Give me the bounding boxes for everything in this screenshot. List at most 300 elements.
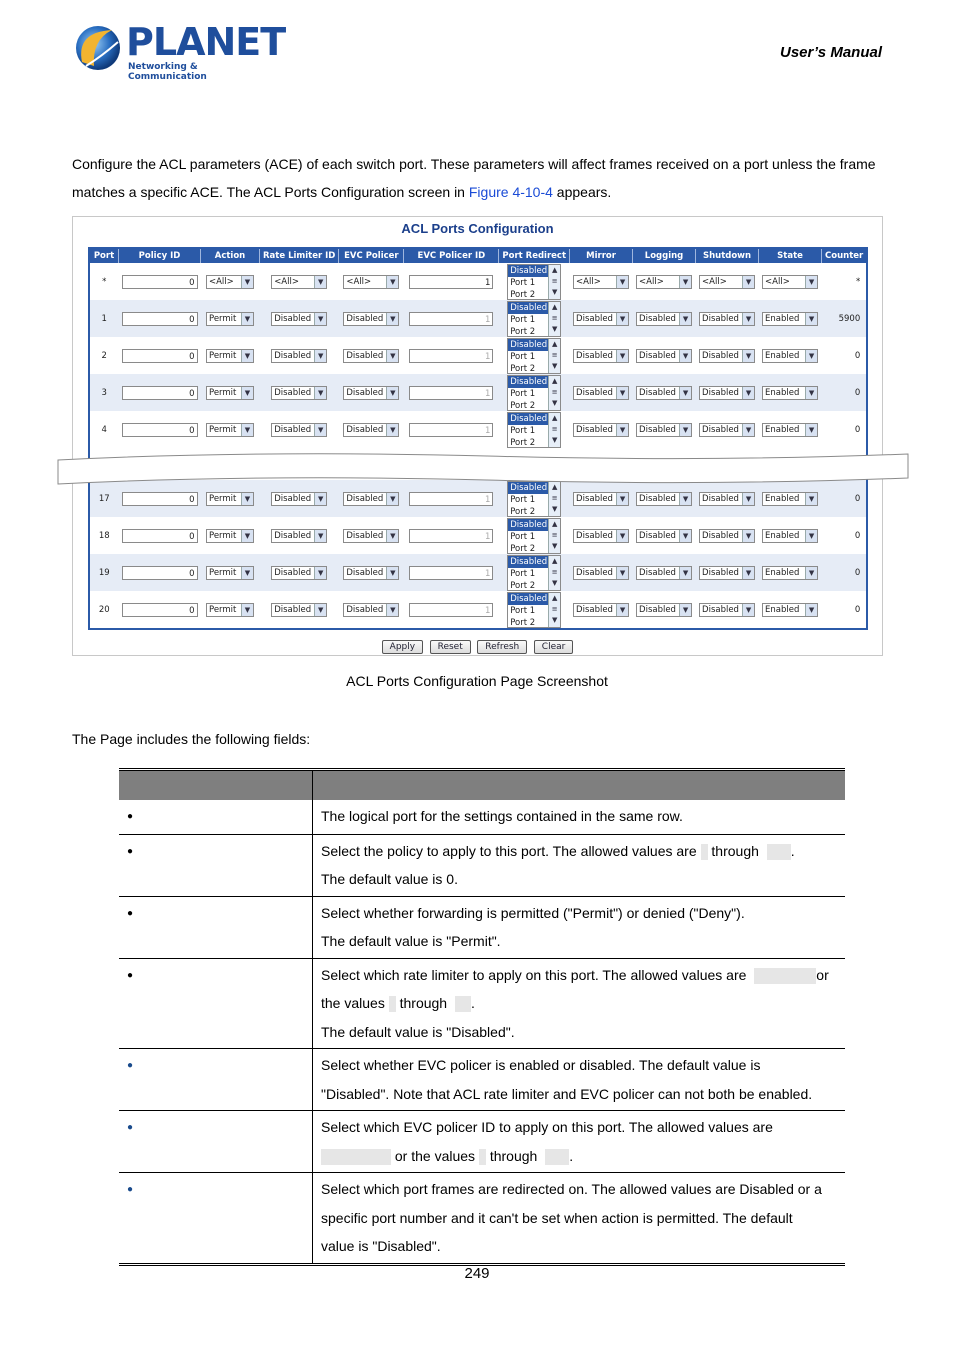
chevron-down-icon: ▼ [805, 387, 817, 399]
action-select[interactable]: Permit ▼ [206, 312, 254, 326]
mirror-cell [570, 337, 633, 374]
redirect-cell [499, 591, 570, 629]
shutdown-cell [696, 517, 759, 554]
evc-policer-select[interactable]: Disabled ▼ [343, 349, 399, 363]
rate-limiter-select[interactable]: Disabled ▼ [271, 423, 327, 437]
chevron-down-icon: ▼ [679, 276, 691, 288]
mirror-select[interactable]: Disabled ▼ [573, 492, 629, 506]
action-select[interactable]: Permit ▼ [206, 603, 254, 617]
chevron-down-icon: ▼ [805, 424, 817, 436]
port-cell: 20 [89, 591, 119, 629]
state-select[interactable]: <All> ▼ [762, 275, 818, 289]
redirect-option[interactable]: Port 1 [510, 568, 536, 579]
port-cell: 1 [89, 300, 119, 337]
shutdown-select[interactable]: Disabled ▼ [699, 603, 755, 617]
scrollbar-icon[interactable]: ▲ ≡ ▼ [548, 376, 560, 410]
chevron-down-icon: ▼ [679, 567, 691, 579]
chevron-down-icon: ▼ [241, 530, 253, 542]
acl-screenshot [72, 216, 883, 656]
field-object [119, 1111, 313, 1173]
action-cell [201, 263, 260, 300]
policy-id-input[interactable]: 0 [122, 492, 198, 506]
evc-policer-id-input[interactable]: 1 [409, 492, 493, 506]
mirror-select[interactable]: Disabled ▼ [573, 566, 629, 580]
action-cell [201, 374, 260, 411]
rate-limiter-select[interactable]: Disabled ▼ [271, 603, 327, 617]
button-row [73, 640, 882, 654]
redirect-option[interactable]: Port 2 [510, 400, 536, 411]
apply-button[interactable]: Apply [382, 640, 423, 654]
evc-policer-id-input[interactable]: 1 [409, 386, 493, 400]
redirect-option[interactable]: Port 2 [510, 289, 536, 300]
evc-policer-select[interactable]: Disabled ▼ [343, 529, 399, 543]
bullet-icon: ● [127, 907, 134, 919]
state-select[interactable]: Enabled ▼ [762, 492, 818, 506]
rate-cell [260, 300, 339, 337]
scrollbar-icon[interactable]: ▲ ≡ ▼ [548, 413, 560, 447]
mirror-cell [570, 411, 633, 448]
redirect-cell [499, 554, 570, 591]
scrollbar-icon[interactable]: ▲ ≡ ▼ [548, 519, 560, 553]
scrollbar-icon[interactable]: ▲ ≡ ▼ [548, 302, 560, 336]
policy-id-input[interactable]: 0 [122, 423, 198, 437]
action-select[interactable]: Permit ▼ [206, 529, 254, 543]
state-select[interactable]: Enabled ▼ [762, 529, 818, 543]
policy-cell [119, 263, 201, 300]
state-cell [759, 374, 822, 411]
mirror-cell [570, 374, 633, 411]
evc-policer-select[interactable]: Disabled ▼ [343, 566, 399, 580]
mirror-cell [570, 517, 633, 554]
reset-button[interactable]: Reset [430, 640, 471, 654]
field-row [119, 958, 845, 1049]
field-object [119, 896, 313, 958]
action-cell [201, 591, 260, 629]
action-cell [201, 337, 260, 374]
hidden-value [754, 968, 816, 984]
redirect-option[interactable]: Port 1 [510, 277, 536, 288]
mirror-cell [570, 263, 633, 300]
acl-ports-table [88, 247, 868, 630]
logging-select[interactable]: <All> ▼ [636, 275, 692, 289]
chevron-down-icon: ▼ [616, 530, 628, 542]
action-select[interactable]: Permit ▼ [206, 349, 254, 363]
table-break-band [57, 452, 909, 486]
redirect-option[interactable]: Disabled [510, 376, 548, 387]
planet-logo [72, 20, 286, 82]
rate-limiter-select[interactable]: Disabled ▼ [271, 492, 327, 506]
evc-cell [339, 263, 404, 300]
evc-policer-select[interactable]: Disabled ▼ [343, 423, 399, 437]
counter-cell: 0 [822, 591, 868, 629]
chevron-down-icon: ▼ [616, 424, 628, 436]
chevron-down-icon: ▼ [241, 350, 253, 362]
bullet-icon: ● [127, 1122, 134, 1134]
bullet-icon: ● [127, 1060, 134, 1072]
chevron-down-icon: ▼ [679, 387, 691, 399]
mirror-select[interactable]: Disabled ▼ [573, 603, 629, 617]
rate-cell [260, 411, 339, 448]
evc-policer-select[interactable]: Disabled ▼ [343, 312, 399, 326]
redirect-option[interactable]: Disabled [510, 339, 548, 350]
bullet-icon: ● [127, 845, 134, 857]
evc-id-cell [404, 554, 499, 591]
chevron-down-icon: ▼ [314, 530, 326, 542]
rate-limiter-select[interactable]: Disabled ▼ [271, 566, 327, 580]
field-object [119, 958, 313, 1049]
redirect-option[interactable]: Port 2 [510, 617, 536, 628]
policy-id-input[interactable]: 0 [122, 349, 198, 363]
col-state: State [759, 248, 822, 263]
chevron-down-icon: ▼ [805, 530, 817, 542]
rate-limiter-select[interactable]: <All> ▼ [271, 275, 327, 289]
chevron-down-icon: ▼ [616, 493, 628, 505]
chevron-down-icon: ▼ [386, 313, 398, 325]
chevron-down-icon: ▼ [679, 424, 691, 436]
port-cell: 18 [89, 517, 119, 554]
logging-select[interactable]: Disabled ▼ [636, 312, 692, 326]
evc-policer-id-input[interactable]: 1 [409, 312, 493, 326]
state-cell [759, 337, 822, 374]
logging-cell [633, 554, 696, 591]
rate-limiter-select[interactable]: Disabled ▼ [271, 386, 327, 400]
redirect-option[interactable]: Port 1 [510, 388, 536, 399]
policy-id-input[interactable]: 0 [122, 312, 198, 326]
evc-policer-select[interactable]: Disabled ▼ [343, 603, 399, 617]
chevron-down-icon: ▼ [742, 567, 754, 579]
hidden-value [545, 1149, 569, 1165]
redirect-cell [499, 517, 570, 554]
redirect-option[interactable]: Port 2 [510, 326, 536, 337]
policy-id-input[interactable]: 0 [122, 386, 198, 400]
redirect-cell [499, 411, 570, 448]
bullet-icon: ● [127, 811, 134, 823]
rate-cell [260, 554, 339, 591]
chevron-down-icon: ▼ [314, 350, 326, 362]
redirect-option[interactable]: Port 2 [510, 437, 536, 448]
evc-policer-id-input[interactable]: 1 [409, 423, 493, 437]
action-select[interactable]: <All> ▼ [206, 275, 254, 289]
redirect-option[interactable]: Disabled [510, 519, 548, 530]
chevron-down-icon: ▼ [386, 276, 398, 288]
port-redirect-list[interactable] [507, 555, 561, 591]
intro-paragraph [72, 150, 888, 206]
port-cell: 4 [89, 411, 119, 448]
bullet-icon: ● [127, 969, 134, 981]
scrollbar-icon[interactable]: ▲ ≡ ▼ [548, 482, 560, 516]
chevron-down-icon: ▼ [742, 276, 754, 288]
policy-id-input[interactable]: 0 [122, 529, 198, 543]
col-evc-policer: EVC Policer [339, 248, 404, 263]
redirect-cell [499, 263, 570, 300]
chevron-down-icon: ▼ [616, 387, 628, 399]
port-redirect-list[interactable] [507, 375, 561, 411]
acl-port-row [89, 300, 867, 337]
col-counter: Counter [822, 248, 868, 263]
shutdown-select[interactable]: Disabled ▼ [699, 386, 755, 400]
field-description: Select whether forwarding is permitted ("Permit") or denied ("Deny"). The default value is "Permit". [313, 896, 846, 958]
evc-policer-id-input[interactable]: 1 [409, 566, 493, 580]
mirror-select[interactable]: Disabled ▼ [573, 423, 629, 437]
mirror-select[interactable]: Disabled ▼ [573, 386, 629, 400]
chevron-down-icon: ▼ [805, 493, 817, 505]
policy-id-input[interactable]: 0 [122, 566, 198, 580]
chevron-down-icon: ▼ [616, 276, 628, 288]
logging-select[interactable]: Disabled ▼ [636, 386, 692, 400]
evc-policer-id-input[interactable]: 1 [409, 603, 493, 617]
policy-cell [119, 374, 201, 411]
port-redirect-list[interactable] [507, 301, 561, 337]
counter-cell: 5900 [822, 300, 868, 337]
port-cell: 2 [89, 337, 119, 374]
scrollbar-icon[interactable]: ▲ ≡ ▼ [548, 556, 560, 590]
redirect-cell [499, 374, 570, 411]
state-select[interactable]: Enabled ▼ [762, 566, 818, 580]
state-select[interactable]: Enabled ▼ [762, 312, 818, 326]
shutdown-cell [696, 263, 759, 300]
redirect-option[interactable]: Disabled [510, 482, 548, 493]
mirror-cell [570, 591, 633, 629]
shutdown-select[interactable]: Disabled ▼ [699, 349, 755, 363]
evc-policer-id-input[interactable]: 1 [409, 275, 493, 289]
field-description: Select which port frames are redirected on. The allowed values are Disabled or a specific port number and it can't be set when action is permitted. The default value is "Disabled". [313, 1173, 846, 1265]
redirect-option[interactable]: Port 2 [510, 580, 536, 591]
acl-header-row [89, 248, 867, 263]
chevron-down-icon: ▼ [241, 387, 253, 399]
chevron-down-icon: ▼ [679, 530, 691, 542]
chevron-down-icon: ▼ [616, 604, 628, 616]
state-select[interactable]: Enabled ▼ [762, 386, 818, 400]
chevron-down-icon: ▼ [742, 350, 754, 362]
chevron-down-icon: ▼ [314, 276, 326, 288]
evc-cell [339, 337, 404, 374]
chevron-down-icon: ▼ [386, 530, 398, 542]
field-description: Select which EVC policer ID to apply on this port. The allowed values are or the values through . [313, 1111, 846, 1173]
redirect-option[interactable]: Port 1 [510, 531, 536, 542]
chevron-down-icon: ▼ [805, 313, 817, 325]
rate-cell [260, 374, 339, 411]
redirect-option[interactable]: Port 1 [510, 425, 536, 436]
figure-link[interactable]: Figure 4-10-4 [468, 184, 553, 200]
field-row [119, 800, 845, 834]
redirect-option[interactable]: Port 1 [510, 494, 536, 505]
intro-text-2: appears. [552, 184, 612, 200]
counter-cell: 0 [822, 374, 868, 411]
rate-limiter-select[interactable]: Disabled ▼ [271, 529, 327, 543]
evc-id-cell [404, 591, 499, 629]
shutdown-select[interactable]: Disabled ▼ [699, 312, 755, 326]
shutdown-select[interactable]: <All> ▼ [699, 275, 755, 289]
state-cell [759, 554, 822, 591]
action-select[interactable]: Permit ▼ [206, 566, 254, 580]
redirect-option[interactable]: Port 2 [510, 506, 536, 517]
shutdown-cell [696, 300, 759, 337]
clear-button[interactable]: Clear [534, 640, 574, 654]
logging-select[interactable]: Disabled ▼ [636, 529, 692, 543]
evc-id-cell [404, 263, 499, 300]
state-select[interactable]: Enabled ▼ [762, 603, 818, 617]
mirror-select[interactable]: Disabled ▼ [573, 529, 629, 543]
chevron-down-icon: ▼ [241, 276, 253, 288]
object-header-cell [119, 770, 313, 801]
evc-policer-id-input[interactable]: 1 [409, 349, 493, 363]
policy-cell [119, 411, 201, 448]
acl-port-row [89, 411, 867, 448]
redirect-option[interactable]: Port 1 [510, 605, 536, 616]
chevron-down-icon: ▼ [314, 493, 326, 505]
shutdown-select[interactable]: Disabled ▼ [699, 423, 755, 437]
redirect-option[interactable]: Disabled [510, 265, 548, 276]
evc-policer-select[interactable]: <All> ▼ [343, 275, 399, 289]
scrollbar-icon[interactable]: ▲ ≡ ▼ [548, 593, 560, 627]
col-port-redirect: Port Redirect [499, 248, 570, 263]
chevron-down-icon: ▼ [742, 530, 754, 542]
manual-title: User’s Manual [780, 44, 882, 61]
mirror-select[interactable]: Disabled ▼ [573, 312, 629, 326]
port-redirect-list[interactable] [507, 338, 561, 374]
redirect-option[interactable]: Port 2 [510, 363, 536, 374]
policy-cell [119, 591, 201, 629]
shutdown-select[interactable]: Disabled ▼ [699, 529, 755, 543]
redirect-option[interactable]: Port 1 [510, 351, 536, 362]
chevron-down-icon: ▼ [314, 387, 326, 399]
mirror-select[interactable]: Disabled ▼ [573, 349, 629, 363]
redirect-option[interactable]: Disabled [510, 302, 548, 313]
chevron-down-icon: ▼ [314, 604, 326, 616]
action-select[interactable]: Permit ▼ [206, 386, 254, 400]
field-description: Select which rate limiter to apply on this port. The allowed values are or the values through . The default value is "Disabled". [313, 958, 846, 1049]
chevron-down-icon: ▼ [679, 604, 691, 616]
state-select[interactable]: Enabled ▼ [762, 349, 818, 363]
state-select[interactable]: Enabled ▼ [762, 423, 818, 437]
col-port: Port [89, 248, 119, 263]
chevron-down-icon: ▼ [616, 350, 628, 362]
col-mirror: Mirror [570, 248, 633, 263]
rate-limiter-select[interactable]: Disabled ▼ [271, 349, 327, 363]
redirect-option[interactable]: Disabled [510, 556, 548, 567]
hidden-value [389, 996, 396, 1012]
redirect-cell [499, 337, 570, 374]
shutdown-select[interactable]: Disabled ▼ [699, 566, 755, 580]
logging-select[interactable]: Disabled ▼ [636, 492, 692, 506]
col-action: Action [201, 248, 260, 263]
redirect-option[interactable]: Port 2 [510, 543, 536, 554]
shutdown-cell [696, 554, 759, 591]
evc-policer-id-input[interactable]: 1 [409, 529, 493, 543]
logging-cell [633, 263, 696, 300]
fields-intro: The Page includes the following fields: [72, 731, 311, 747]
counter-cell: * [822, 263, 868, 300]
state-cell [759, 517, 822, 554]
port-redirect-list[interactable] [507, 518, 561, 554]
evc-cell [339, 517, 404, 554]
field-description: The logical port for the settings contained in the same row. [313, 800, 846, 834]
hidden-value [767, 844, 791, 860]
port-redirect-list[interactable] [507, 412, 561, 448]
chevron-down-icon: ▼ [386, 424, 398, 436]
redirect-option[interactable]: Port 1 [510, 314, 536, 325]
policy-cell [119, 337, 201, 374]
evc-cell [339, 374, 404, 411]
evc-policer-select[interactable]: Disabled ▼ [343, 386, 399, 400]
fields-table [119, 768, 845, 1266]
acl-port-row [89, 337, 867, 374]
logging-select[interactable]: Disabled ▼ [636, 603, 692, 617]
chevron-down-icon: ▼ [679, 313, 691, 325]
refresh-button[interactable]: Refresh [477, 640, 527, 654]
logging-select[interactable]: Disabled ▼ [636, 566, 692, 580]
logging-select[interactable]: Disabled ▼ [636, 349, 692, 363]
chevron-down-icon: ▼ [742, 604, 754, 616]
acl-port-row [89, 263, 867, 300]
field-description: Select whether EVC policer is enabled or disabled. The default value is "Disabled". Note that ACL rate limiter and EVC policer can not both be enabled. [313, 1049, 846, 1111]
col-shutdown: Shutdown [696, 248, 759, 263]
policy-id-input[interactable]: 0 [122, 275, 198, 289]
col-rate-limiter-id: Rate Limiter ID [260, 248, 339, 263]
logging-cell [633, 300, 696, 337]
acl-port-row [89, 591, 867, 629]
policy-id-input[interactable]: 0 [122, 603, 198, 617]
description-header-cell [313, 770, 846, 801]
redirect-option[interactable]: Disabled [510, 413, 548, 424]
port-redirect-list[interactable] [507, 264, 561, 300]
counter-cell: 0 [822, 411, 868, 448]
evc-id-cell [404, 411, 499, 448]
rate-limiter-select[interactable]: Disabled ▼ [271, 312, 327, 326]
chevron-down-icon: ▼ [241, 424, 253, 436]
col-logging: Logging [633, 248, 696, 263]
field-object [119, 1173, 313, 1265]
redirect-option[interactable]: Disabled [510, 593, 548, 604]
mirror-select[interactable]: <All> ▼ [573, 275, 629, 289]
action-cell [201, 300, 260, 337]
evc-id-cell [404, 337, 499, 374]
shutdown-cell [696, 411, 759, 448]
field-object [119, 834, 313, 896]
figure-caption: ACL Ports Configuration Page Screenshot [346, 673, 608, 689]
rate-cell [260, 337, 339, 374]
scrollbar-icon[interactable]: ▲ ≡ ▼ [548, 265, 560, 299]
acl-screenshot-title: ACL Ports Configuration [401, 221, 554, 236]
counter-cell: 0 [822, 480, 868, 517]
action-select[interactable]: Permit ▼ [206, 423, 254, 437]
logging-select[interactable]: Disabled ▼ [636, 423, 692, 437]
chevron-down-icon: ▼ [386, 350, 398, 362]
port-redirect-list[interactable] [507, 592, 561, 628]
action-select[interactable]: Permit ▼ [206, 492, 254, 506]
field-row [119, 896, 845, 958]
action-cell [201, 554, 260, 591]
chevron-down-icon: ▼ [386, 493, 398, 505]
evc-policer-select[interactable]: Disabled ▼ [343, 492, 399, 506]
scrollbar-icon[interactable]: ▲ ≡ ▼ [548, 339, 560, 373]
state-cell [759, 263, 822, 300]
chevron-down-icon: ▼ [241, 493, 253, 505]
chevron-down-icon: ▼ [241, 604, 253, 616]
chevron-down-icon: ▼ [241, 313, 253, 325]
intro-text-1: Configure the ACL parameters (ACE) of each switch port. These parameters will affect frames received on a port unless the frame matches a specific ACE. The ACL Ports Configuration screen in [72, 156, 876, 200]
hidden-value [701, 844, 708, 860]
col-policy-id: Policy ID [119, 248, 201, 263]
chevron-down-icon: ▼ [742, 424, 754, 436]
hidden-value [455, 996, 471, 1012]
acl-port-row [89, 374, 867, 411]
chevron-down-icon: ▼ [241, 567, 253, 579]
chevron-down-icon: ▼ [386, 387, 398, 399]
hidden-value [321, 1149, 391, 1165]
shutdown-select[interactable]: Disabled ▼ [699, 492, 755, 506]
page-number: 249 [464, 1265, 490, 1282]
